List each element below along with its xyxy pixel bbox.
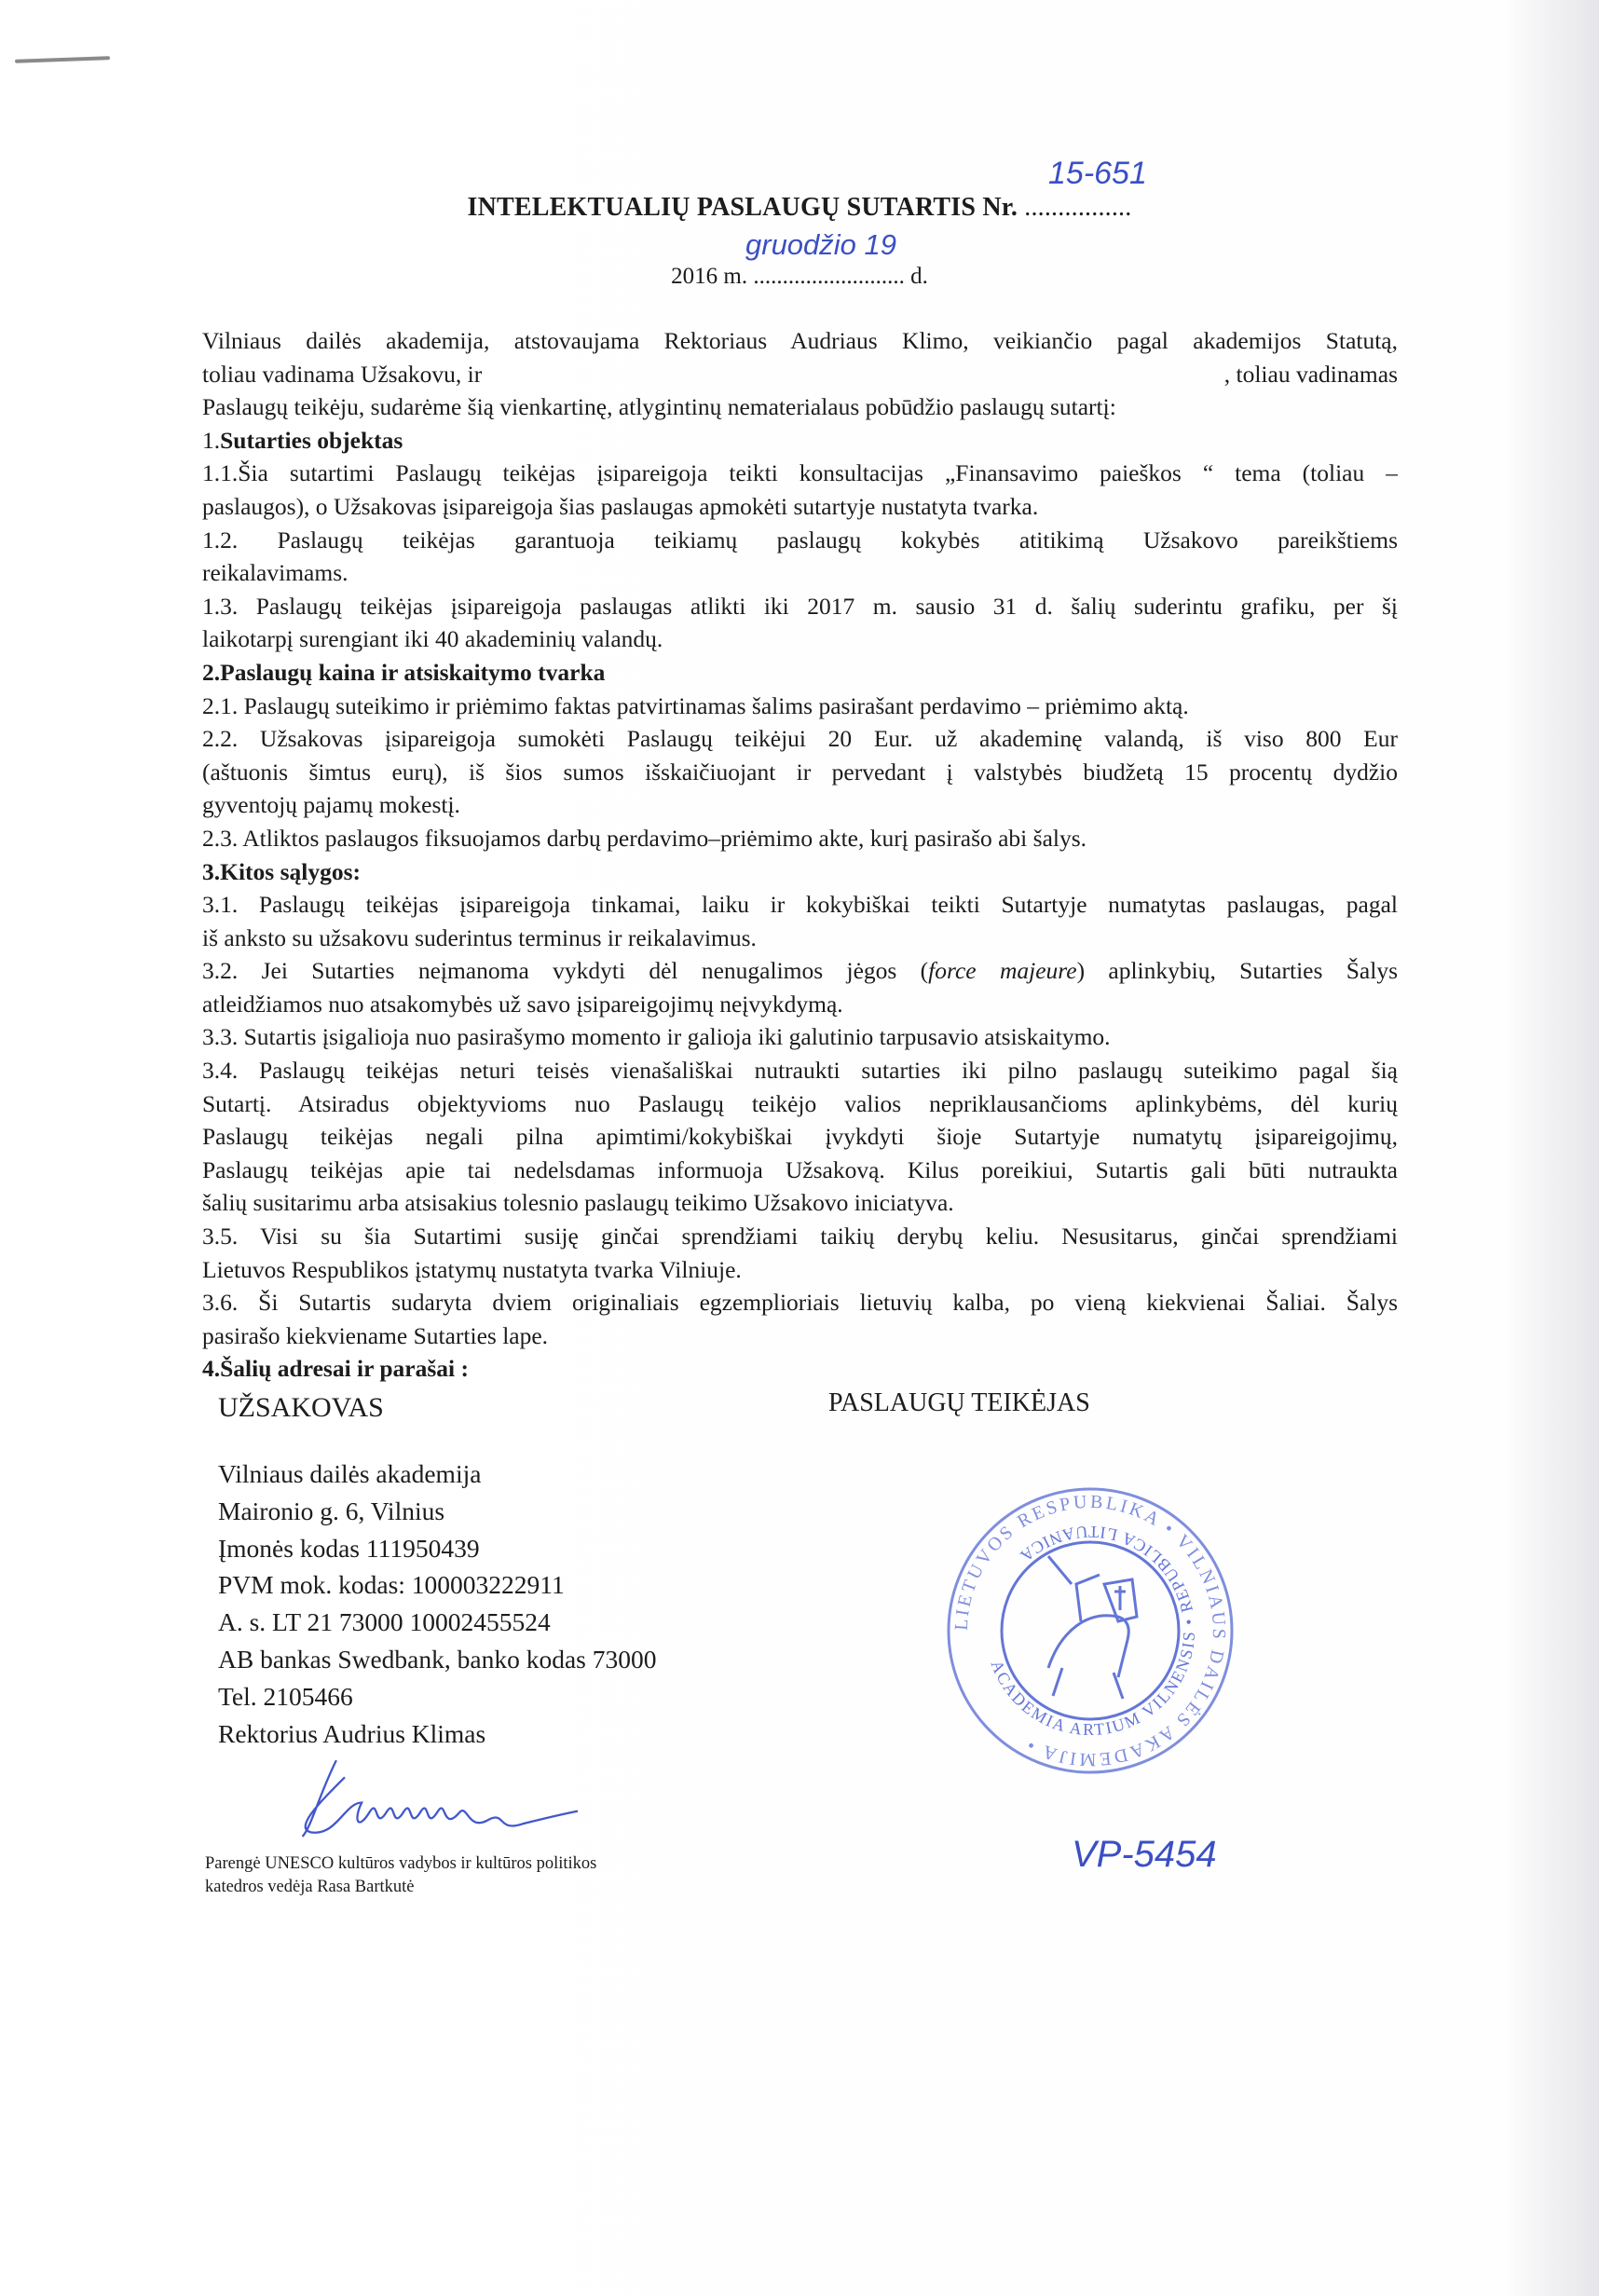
section-heading: [202, 1352, 1398, 1386]
address-line: Rektorius Audrius Klimas: [218, 1718, 486, 1748]
handwritten-date: gruodžio 19: [745, 228, 897, 261]
date-year: 2016 m.: [671, 264, 748, 289]
document-date: [0, 263, 1599, 290]
stamp-inner-text: ACADEMIA ARTIUM VILNENSIS • REPUBLICA LITUANICA: [987, 1522, 1199, 1740]
paragraph-line: [202, 358, 1398, 391]
footer-line-2: katedros vedėja Rasa Bartkutė: [205, 1878, 415, 1896]
section-heading: [202, 424, 1398, 458]
document-title: [0, 194, 1599, 222]
date-dots: ..........................: [753, 264, 905, 289]
address-line: AB bankas Swedbank, banko kodas 73000: [218, 1644, 657, 1674]
handwritten-registration-number: VP-5454: [1072, 1834, 1217, 1875]
contract-body: [202, 324, 1398, 1386]
paragraph-line: 3.2. Jei Sutarties neįmanoma vykdyti dėl nenugalimos jėgos (force majeure) aplinkybių, Sutarties Šalys: [202, 957, 1398, 985]
paragraph-line: 2.1. Paslaugų suteikimo ir priėmimo faktas patvirtinamas šalims pasirašant perdavimo – priėmimo aktą.: [202, 691, 1189, 719]
paragraph-line: Paslaugų teikėju, sudarėme šią vienkartinę, atlygintinų nematerialaus pobūdžio paslaugų sutartį:: [202, 393, 1116, 421]
paragraph-line: 1.1.Šia sutartimi Paslaugų teikėjas įsipareigoja teikti konsultacijas „Finansavimo paieškos “ tema (toliau –: [202, 459, 1398, 487]
title-text: INTELEKTUALIŲ PASLAUGŲ SUTARTIS Nr.: [467, 193, 1018, 222]
prepared-by-note: [205, 1852, 596, 1899]
paragraph-line: paslaugos), o Užsakovas įsipareigoja šias paslaugas apmokėti sutartyje nustatyta tvarka.: [202, 492, 1039, 520]
paragraph-line: Sutartį. Atsiradus objektyvioms nuo Paslaugų teikėjo valios nepriklausančioms aplinkybėms, dėl kurių: [202, 1089, 1398, 1117]
address-line: Tel. 2105466: [218, 1681, 353, 1711]
address-line: PVM mok. kodas: 100003222911: [218, 1570, 565, 1600]
paragraph-line: Lietuvos Respublikos įstatymų nustatyta tvarka Vilniuje.: [202, 1255, 742, 1283]
section-number: 4.: [202, 1355, 221, 1383]
paragraph-line: pasirašo kiekviename Sutarties lape.: [202, 1321, 549, 1349]
footer-line-1: Parengė UNESCO kultūros vadybos ir kultūros politikos: [205, 1854, 597, 1873]
official-stamp: [941, 1482, 1239, 1780]
paragraph-line: atleidžiamos nuo atsakomybės už savo įsipareigojimų neįvykdymą.: [202, 990, 843, 1018]
paragraph-line: 3.5. Visi su šia Sutartimi susiję ginčai sprendžiami taikių derybų keliu. Nesusitarus, ginčai sprendžiami: [202, 1223, 1398, 1250]
line-left-text: toliau vadinama Užsakovu, ir: [202, 360, 483, 388]
paragraph-line: 3.3. Sutartis įsigalioja nuo pasirašymo momento ir galioja iki galutinio tarpusavio atsiskaitymo.: [202, 1023, 1111, 1051]
customer-address: [218, 1456, 657, 1752]
line-right-text: , toliau vadinamas: [1223, 360, 1398, 388]
paragraph-line: Paslaugų teikėjas apie tai nedelsdamas informuoja Užsakovą. Kilus poreikiui, Sutartis gali būti nutraukta: [202, 1155, 1398, 1183]
blank-name-field: [482, 358, 1224, 391]
date-suffix: d.: [910, 264, 928, 289]
stamp-inner-ring: [1002, 1542, 1179, 1719]
section-title: Šalių adresai ir parašai :: [220, 1355, 469, 1383]
provider-label: PASLAUGŲ TEIKĖJAS: [828, 1388, 1090, 1417]
signature: [270, 1752, 606, 1845]
customer-label: UŽSAKOVAS: [218, 1392, 384, 1423]
address-line: Vilniaus dailės akademija: [218, 1459, 482, 1488]
paragraph-line: (aštuonis šimtus eurų), iš šios sumos išskaičiuojant ir pervedant į valstybės biudžetą 15 procentų dydžio: [202, 758, 1398, 786]
address-line: A. s. LT 21 73000 10002455524: [218, 1607, 551, 1637]
address-line: Įmonės kodas 111950439: [218, 1533, 480, 1563]
paragraph-line: gyventojų pajamų mokestį.: [202, 791, 460, 819]
paragraph-line: 3.4. Paslaugų teikėjas neturi teisės vienašališkai nutraukti sutarties iki pilno paslaugų suteikimo pagal šią: [202, 1057, 1398, 1085]
section-title: Paslaugų kaina ir atsiskaitymo tvarka: [220, 658, 606, 686]
scan-mark: [15, 56, 110, 63]
vytis-emblem-icon: [1048, 1556, 1137, 1699]
paragraph-line: Vilniaus dailės akademija, atstovaujama Rektoriaus Audriaus Klimo, veikiančio pagal akademijos Statutą,: [202, 327, 1398, 354]
section-heading: [202, 656, 1398, 690]
section-heading: [202, 855, 1398, 889]
address-line: Maironio g. 6, Vilnius: [218, 1496, 445, 1525]
paragraph-line: šalių susitarimu arba atsisakius tolesnio paslaugų teikimo Užsakovo iniciatyva.: [202, 1189, 954, 1217]
paragraph-line: Paslaugų teikėjas negali pilna apimtimi/kokybiškai įvykdyti šioje Sutartyje numatytų įsipareigojimų,: [202, 1123, 1398, 1151]
stamp-outer-text: LIETUVOS RESPUBLIKA • VILNIAUS DAILĖS AKADEMIJA •: [950, 1491, 1230, 1770]
section-number: 3.: [202, 857, 221, 885]
section-number: 1.: [202, 426, 221, 454]
handwritten-contract-number: 15-651: [1048, 156, 1147, 191]
paragraph-line: iš anksto su užsakovu suderintus terminus ir reikalavimus.: [202, 923, 757, 951]
paragraph-line: laikotarpį surengiant iki 40 akademinių valandų.: [202, 625, 663, 653]
section-title: Sutarties objektas: [220, 426, 403, 454]
paragraph-line: 1.2. Paslaugų teikėjas garantuoja teikiamų paslaugų kokybės atitikimą Užsakovo pareikštiems: [202, 526, 1398, 554]
paragraph-line: 3.6. Ši Sutartis sudaryta dviem originaliais egzemplioriais lietuvių kalba, po vieną kiekvienai Šaliai. Šalys: [202, 1289, 1398, 1317]
paragraph-line: reikalavimams.: [202, 559, 348, 587]
paragraph-line: 1.3. Paslaugų teikėjas įsipareigoja paslaugas atlikti iki 2017 m. sausio 31 d. šalių suderintu grafiku, per šį: [202, 592, 1398, 620]
section-number: 2.: [202, 658, 221, 686]
paragraph-line: 2.2. Užsakovas įsipareigoja sumokėti Paslaugų teikėjui 20 Eur. už akademinę valandą, iš viso 800 Eur: [202, 725, 1398, 753]
paragraph-line: 3.1. Paslaugų teikėjas įsipareigoja tinkamai, laiku ir kokybiškai teikti Sutartyje numatytas paslaugas, pagal: [202, 891, 1398, 919]
title-dots: ................: [1024, 193, 1132, 222]
section-title: Kitos sąlygos:: [220, 857, 362, 885]
paragraph-line: 2.3. Atliktos paslaugos fiksuojamos darbų perdavimo–priėmimo akte, kurį pasirašo abi šalys.: [202, 824, 1087, 852]
